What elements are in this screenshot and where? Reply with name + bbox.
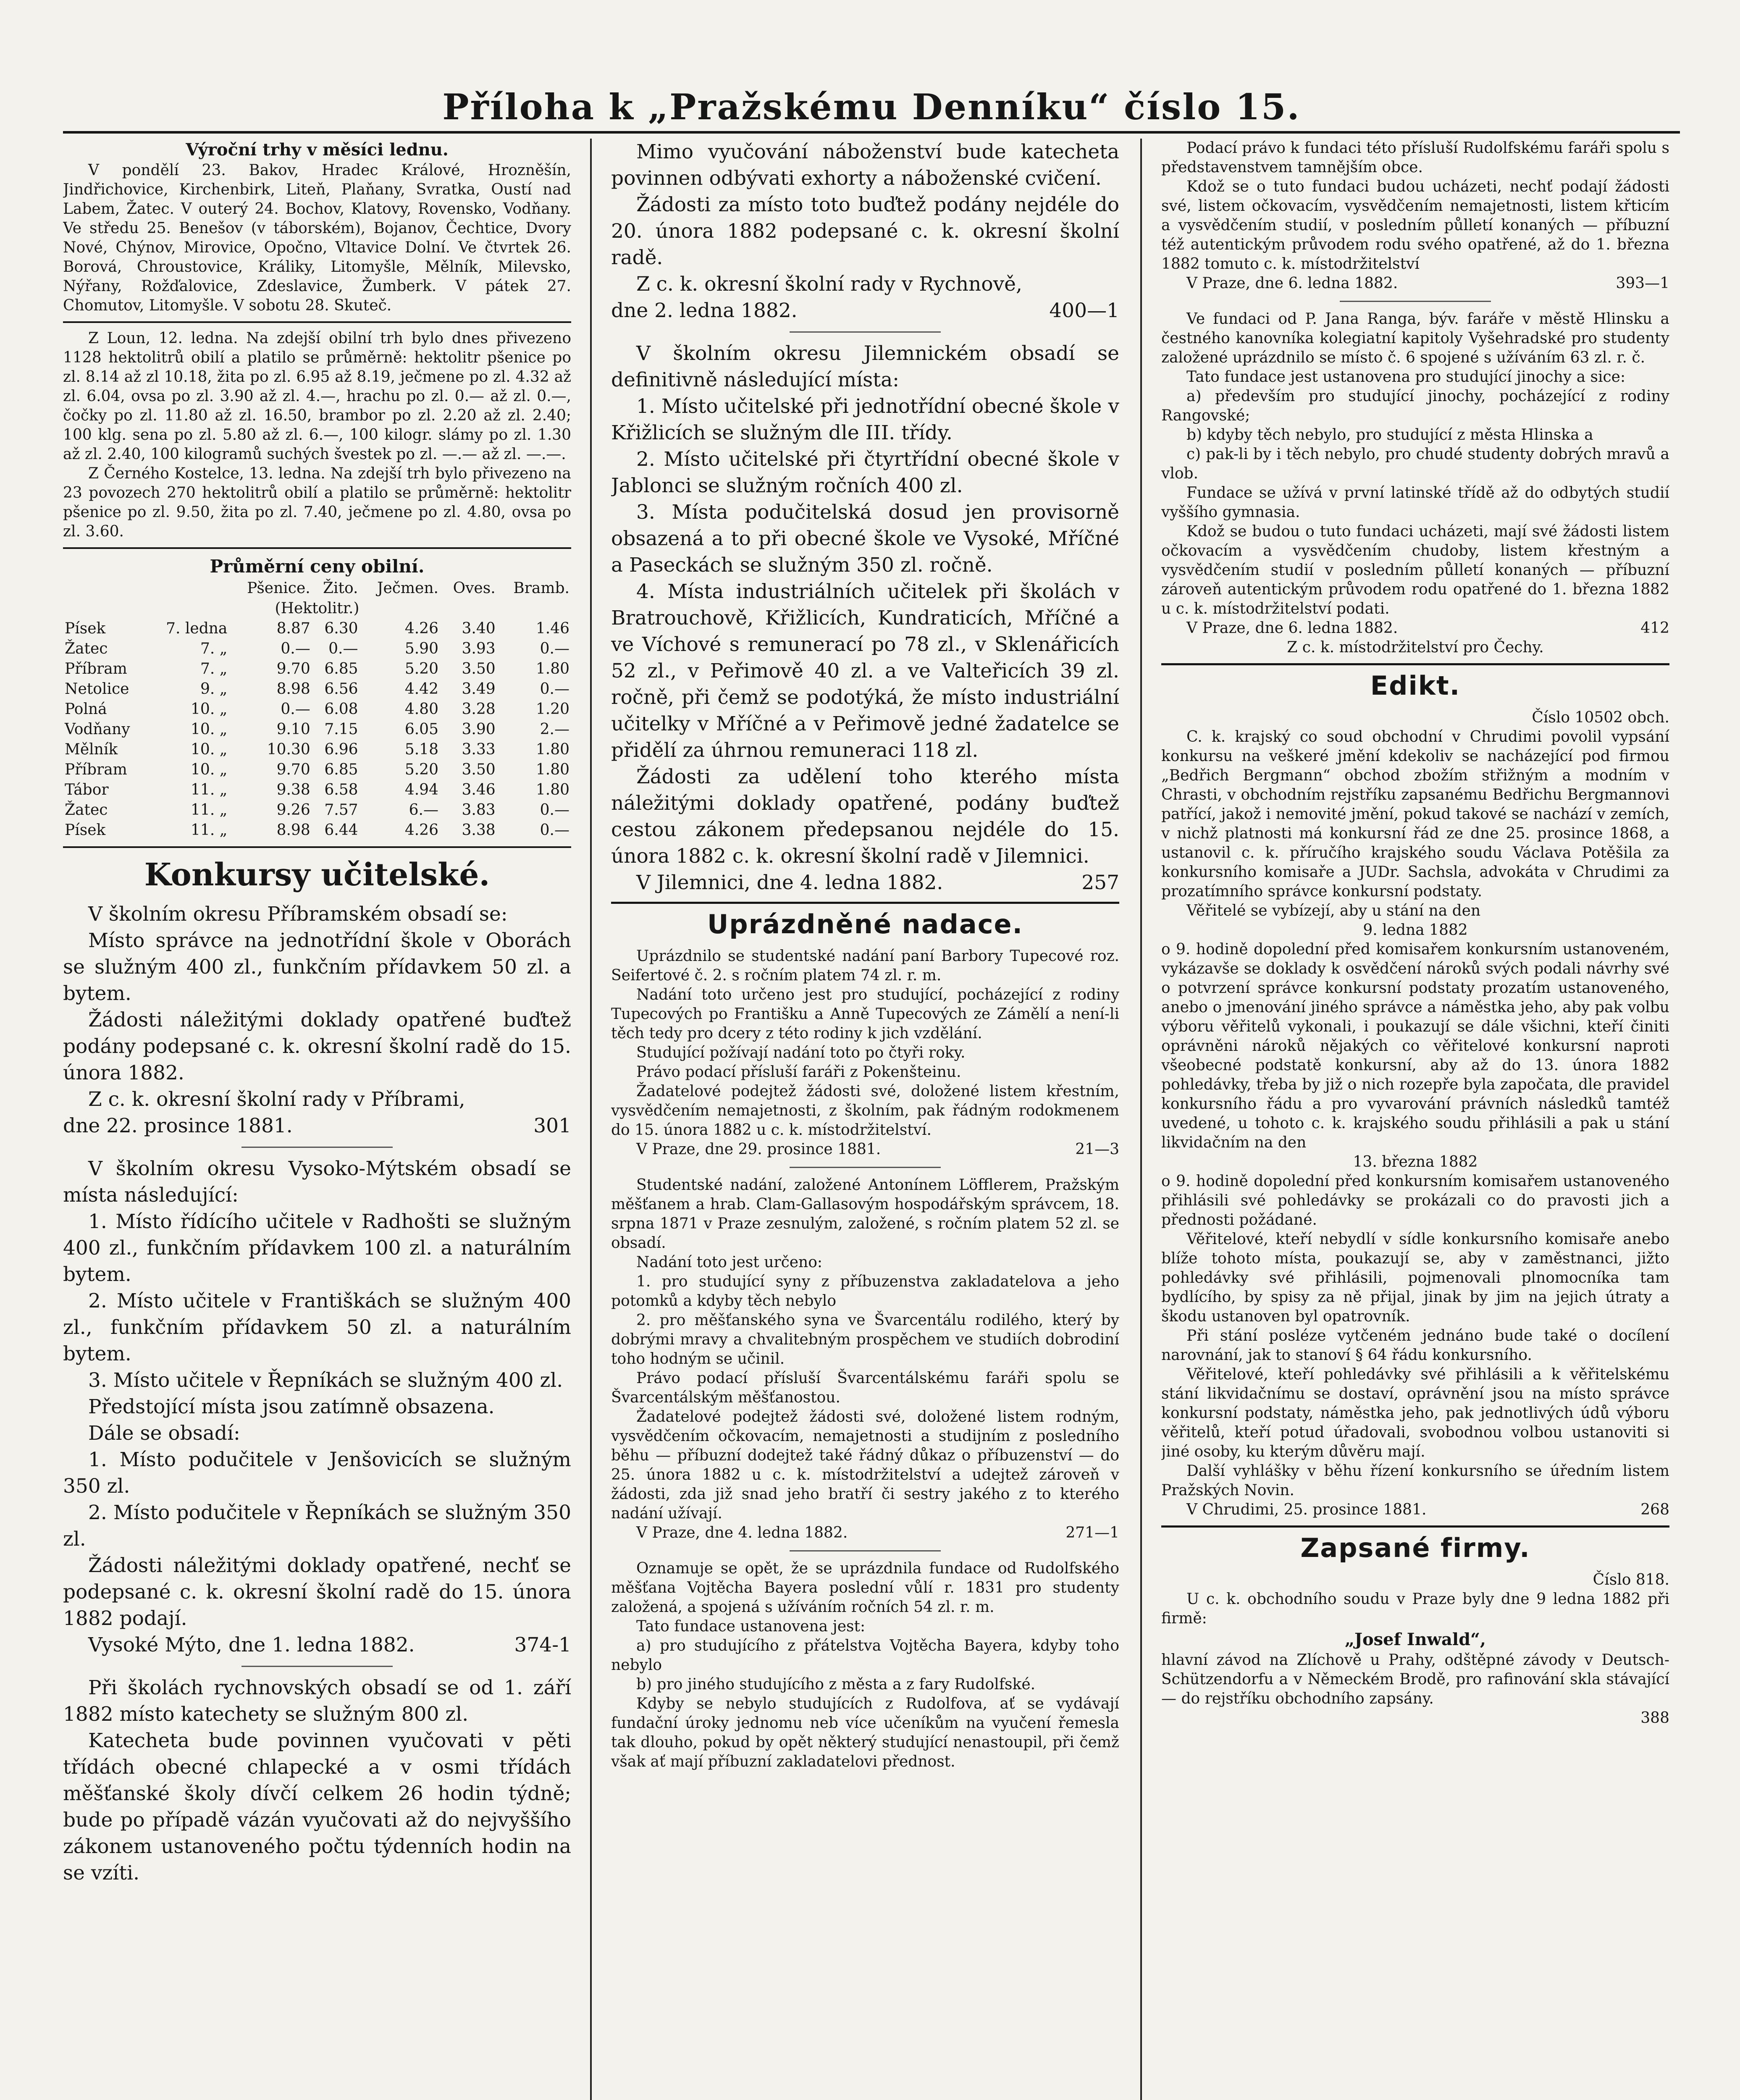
prices-cell: 3.49 xyxy=(462,680,496,698)
separator xyxy=(790,1550,941,1551)
prices-cell: 0.— xyxy=(540,822,570,839)
prices-cell: 10. „ xyxy=(191,761,228,778)
prices-cell: 9.70 xyxy=(276,660,310,677)
firmy-paragraph: hlavní závod na Zlíchově u Prahy, odštěpné závody v Deutsch-Schützendorfu a v Německém Brodě, pro rafinování skla stávající — do rejstříku obchodního zapsány. xyxy=(1161,1651,1669,1707)
prices-row xyxy=(63,659,571,679)
edikt-paragraph: C. k. krajský co soud obchodní v Chrudimi povolil vypsání konkursu na veškeré jmění kdekoliv se nacházející pod firmou „Bedřich Bergmann“ obchod zbožím střižným a modním v Chrasti, v obchodním rejstříku zapsanému Bedřichu Bergmannovi patřící, jakož i nemovité jmění, pokud takové se nachází v zemích, v nichž platnosti má konkursní řád ze dne 25. prosince 1868, a ustanovil c. k. příručího krajského soudu Václava Potěšila za konkursního komisaře a JUDr. Sachsla, advokáta v Chrudimi za prozatímního správce konkursní podstaty. xyxy=(1161,728,1669,900)
nadace-paragraph: Oznamuje se opět, že se uprázdnila fundace od Rudolfského měšťana Vojtěcha Bayera poslední vůlí r. 1831 pro studenty založená, a spojená s užíváním ročních 54 zl. r. m. xyxy=(611,1560,1119,1616)
prices-cell: 8.98 xyxy=(276,822,310,839)
nadace-paragraph: Kdyby se nebylo studujících z Rudolfova, ať se vydávají fundační úroky jednomu neb více učeníkům na vyučení řemesla tak dlouho, pokud by opět některý studující nenastoupil, při čemž však ať mají příbuzní zakladatelovi přednost. xyxy=(611,1695,1119,1770)
article-paragraph: Žádosti za místo toto buďtež podány nejdéle do 20. února 1882 podepsané c. k. okresní školní radě. xyxy=(611,193,1119,269)
prices-cell: 6.85 xyxy=(324,761,358,778)
prices-row xyxy=(63,679,571,699)
masthead: Příloha k „Pražskému Denníku“ číslo 15. xyxy=(442,86,1301,128)
edikt-title-text: Edikt. xyxy=(1370,670,1461,701)
konkurs-paragraph: Dále se obsadí: xyxy=(88,1422,240,1445)
prices-row xyxy=(63,639,571,659)
nadace-date: V Praze, dne 29. prosince 1881. xyxy=(636,1141,881,1158)
header-cell: Bramb. xyxy=(513,580,570,597)
prices-cell: 0.— xyxy=(281,640,310,657)
louny-report: Z Loun, 12. ledna. Na zdejší obilní trh bylo dnes přivezeno 1128 hektolitrů obilí a platilo se průměrně: hektolitr pšenice po zl. 8.14 až zl 10.18, žita po zl. 6.95 až 8.19, ječmene po zl. 4.32 až zl. 6.04, ovsa po zl. 3.90 až zl. 4.—, hrachu po zl. 0.— až zl. 0.—, čočky po zl. 11.80 až zl. 16.50, brambor po zl. 2.20 až zl. 2.40; 100 klg. sena po zl. 5.80 až zl. 6.—, 100 kilogr. slámy po zl. 1.30 až zl. 2.40, 100 kilogramů suchých švestek po zl. —.— až zl. —.—. xyxy=(63,330,571,463)
firm-name: „Josef Inwald“, xyxy=(1345,1630,1486,1649)
edikt-date-line: 13. března 1882 xyxy=(1353,1153,1478,1171)
prices-row xyxy=(63,619,571,639)
prices-cell: 4.94 xyxy=(404,781,438,798)
prices-cell: 6.30 xyxy=(324,620,358,637)
nadace-paragraph: Právo podací přísluší faráři z Pokenšteinu. xyxy=(636,1063,961,1081)
article-paragraph: V školním okresu Jilemnickém obsadí se definitivně následující místa: xyxy=(611,342,1119,391)
konkurs-number: 301 xyxy=(533,1114,571,1137)
konkurs-paragraph: Žádosti náležitými doklady opatřené buďtež podány podepsané c. k. okresní školní radě do 15. února 1882. xyxy=(63,1008,571,1084)
header-cell: Pšenice. xyxy=(247,580,310,597)
article-paragraph: 1. Místo učitelské při jednotřídní obecné škole v Křižlicích se služným dle III. třídy. xyxy=(611,395,1119,444)
edikt-date: V Chrudimi, 25. prosince 1881. xyxy=(1186,1501,1427,1518)
column-3 xyxy=(1161,139,1669,2100)
prices-cell: 3.93 xyxy=(462,640,496,657)
header-cell: Oves. xyxy=(453,580,496,597)
fundace-date: V Praze, dne 6. ledna 1882. xyxy=(1186,275,1398,292)
section-rule xyxy=(63,547,571,549)
prices-cell: 3.40 xyxy=(462,620,496,637)
konkurs-paragraph: Předstojící místa jsou zatímně obsazena. xyxy=(88,1395,495,1418)
prices-cell: 0.— xyxy=(281,701,310,718)
prices-cell: 5.90 xyxy=(404,640,438,657)
prices-cell: 5.20 xyxy=(404,761,438,778)
konkurs-paragraph: Žádosti náležitými doklady opatřené, nechť se podepsané c. k. okresní školní radě do 15. února 1882 podají. xyxy=(63,1554,571,1630)
prices-cell: 10.30 xyxy=(267,741,310,758)
konkurs-paragraph: V školním okresu Vysoko-Mýtském obsadí se místa následující: xyxy=(63,1157,571,1207)
prices-cell: Příbram xyxy=(65,660,127,677)
prices-cell: 9.10 xyxy=(276,721,310,738)
konkurs-paragraph: 2. Místo učitele v Františkách se služným 400 zl., funkčním přídavkem 50 zl. a naturálním bytem. xyxy=(63,1289,571,1365)
prices-row xyxy=(63,820,571,840)
konkurs-paragraph: Katecheta bude povinnen vyučovati v pěti třídách obecné chlapecké a v osmi třídách měšťanské školy dívčí celkem 26 hodin týdně; bude po případě vázán vyučovati až do nejvyššího zákonem ustanoveného počtu týdenních hodin na se vzíti. xyxy=(63,1729,571,1885)
prices-cell: 11. „ xyxy=(191,781,228,798)
nadace-paragraph: Nadání toto určeno jest pro studující, pocházející z rodiny Tupecových po Františku a Anně Tupecových ze Zámělí a není-li těch tedy pro dcery z této rodiny k jich vzdělání. xyxy=(611,986,1119,1042)
fundace-paragraph: c) pak-li by i těch nebylo, pro chudé studenty dobrých mravů a vlob. xyxy=(1161,446,1669,482)
column-divider-1 xyxy=(590,139,592,2100)
nadace-number: 271—1 xyxy=(1066,1524,1119,1541)
article-date: dne 2. ledna 1882. xyxy=(611,299,798,322)
nadace-paragraph: Uprázdnilo se studentské nadání paní Barbory Tupecové roz. Seifertové č. 2. s ročním platem 74 zl. r. m. xyxy=(611,948,1119,984)
firmy-paragraph: U c. k. obchodního soudu v Praze byly dne 9 ledna 1882 při firmě: xyxy=(1161,1591,1669,1627)
prices-cell: 6.56 xyxy=(324,680,358,698)
fundace-number: 412 xyxy=(1640,620,1669,637)
konkurs-paragraph: V školním okresu Příbramském obsadí se: xyxy=(88,903,508,926)
prices-cell: 1.80 xyxy=(535,741,570,758)
prices-cell: 7. „ xyxy=(200,660,228,677)
prices-row xyxy=(63,760,571,780)
edikt-paragraph: o 9. hodině dopolední před konkursním komisařem ustanoveného přihlásili své pohledávky se prokázali co do pravosti jich a přednosti požádané. xyxy=(1161,1173,1669,1228)
konkurs-date: dne 22. prosince 1881. xyxy=(63,1114,293,1137)
header-cell xyxy=(63,578,148,598)
fundace-date: V Praze, dne 6. ledna 1882. xyxy=(1186,620,1398,637)
prices-cell: Tábor xyxy=(65,781,109,798)
konkurs-signature xyxy=(63,1632,571,1658)
prices-cell: 0.— xyxy=(540,640,570,657)
konkurs-paragraph: 1. Místo podučitele v Jenšovicích se služným 350 zl. xyxy=(63,1448,571,1498)
edikt-paragraph: Věřitelové, kteří pohledávky své přihlásili a k věřitelskému stání likvidačnímu se dostaví, oprávnění jsou na místo správce konkursní podstaty, náměstka jeho, pak jednotlivých údů výboru věřitelů, kteří potud úřadovali, svobodnou volbou ustanoviti si jiné osoby, ku kterým důvěru mají. xyxy=(1161,1366,1669,1460)
prices-header-row xyxy=(63,578,571,598)
prices-cell: 3.38 xyxy=(462,822,496,839)
edikt-title xyxy=(1161,663,1669,704)
fundace-paragraph: Podací právo k fundaci této přísluší Rudolfskému faráři spolu s představenstvem tamnějším obce. xyxy=(1161,139,1669,176)
separator xyxy=(790,1167,941,1168)
prices-cell: 7.57 xyxy=(324,801,358,819)
column-divider-2 xyxy=(1140,139,1142,2100)
prices-cell: 8.98 xyxy=(276,680,310,698)
prices-row xyxy=(63,740,571,760)
masthead-rule xyxy=(63,131,1680,134)
prices-cell: 1.80 xyxy=(535,761,570,778)
prices-cell: 6.05 xyxy=(404,721,438,738)
prices-cell: 10. „ xyxy=(191,701,228,718)
nadace-date: V Praze, dne 4. ledna 1882. xyxy=(636,1524,848,1541)
prices-cell: 6.85 xyxy=(324,660,358,677)
prices-cell: 3.83 xyxy=(462,801,496,819)
konkurs-paragraph: 1. Místo řídícího učitele v Radhošti se služným 400 zl., funkčním přídavkem 100 zl. a naturálním bytem. xyxy=(63,1210,571,1286)
edikt-signature xyxy=(1161,1500,1669,1520)
fundace-paragraph: b) kdyby těch nebylo, pro studující z města Hlinska a xyxy=(1186,426,1593,444)
prices-cell: Mělník xyxy=(65,741,118,758)
prices-cell: 7. ledna xyxy=(166,620,228,637)
nadace-paragraph: Žadatelové podejtež žádosti své, doložené listem rodným, vysvědčením očkovacím, nemajetnosti a studijním z posledního běhu — příbuzní dodejtež také řádný důkaz o příbuzenství — do 25. února 1882 u c. k. místodržitelství a udejtež zároveň v žádosti, zda již snad jeho bratří či sestry jakého z to kterého nadání užívají. xyxy=(611,1408,1119,1522)
edikt-paragraph: Další vyhlášky v běhu řízení konkursního se úředním listem Pražských Novin. xyxy=(1161,1462,1669,1499)
article-paragraph: 4. Místa industriálních učitelek při školách v Bratrouchově, Křižlicích, Kundraticích, Mříčné a ve Víchové s remunerací po 78 zl., v Sklenářicích 52 zl., v Peřimově 40 zl. a ve Valteřicích 39 zl. ročně, při čemž se podotýká, že místo industriální učitelky v Mříčné a v Peřimově jedné žadatelce se přidělí za úhrnou remuneraci 118 zl. xyxy=(611,580,1119,762)
prices-cell: 3.33 xyxy=(462,741,496,758)
prices-cell: 2.— xyxy=(540,721,570,738)
column-1 xyxy=(63,139,571,2100)
article-paragraph: Žádosti za udělení toho kterého místa náležitými doklady opatřené, podány buďtež cestou zákonem předepsanou nejdéle do 15. února 1882 c. k. okresní školní radě v Jilemnici. xyxy=(611,765,1119,868)
prices-cell: 10. „ xyxy=(191,741,228,758)
prices-cell: 9.26 xyxy=(276,801,310,819)
header-cell: Žito. xyxy=(323,580,358,597)
prices-cell: 6.44 xyxy=(324,822,358,839)
kostelec-report: Z Černého Kostelce, 13. ledna. Na zdejší trh bylo přivezeno na 23 povozech 270 hektolitrů obilí a platilo se průměrně: hektolitr pšenice po zl. 9.50, žita po zl. 7.40, ječmene po zl. 4.80, ovsa po zl. 3.60. xyxy=(63,465,571,540)
fundace-paragraph: Fundace se užívá v první latinské třídě až do odbytých studií vyššího gymnasia. xyxy=(1161,484,1669,521)
newspaper-page xyxy=(63,84,1680,2100)
header-cell xyxy=(148,578,229,598)
nadace-paragraph: 1. pro studující syny z příbuzenstva zakladatelova a jeho potomků a kdyby těch nebylo xyxy=(611,1273,1119,1310)
nadace-paragraph: Žadatelové podejtež žádosti své, doložené listem křestním, vysvědčením nemajetnosti, z školním, pak řádným rodokmenem do 15. února 1882 u c. k. místodržitelství. xyxy=(611,1083,1119,1139)
article-date: V Jilemnici, dne 4. ledna 1882. xyxy=(636,871,943,894)
column-2 xyxy=(611,139,1119,2100)
prices-cell: 11. „ xyxy=(191,822,228,839)
prices-row xyxy=(63,800,571,820)
prices-cell: 3.50 xyxy=(462,660,496,677)
prices-cell: 0.— xyxy=(540,801,570,819)
separator xyxy=(790,331,941,333)
edikt-paragraph: o 9. hodině dopolední před komisařem konkursním ustanoveném, vykázavše se doklady k osvědčení nároků svých podali návrhy své o potvrzení správce konkursní podstaty prozatím ustanoveného, anebo o jmenování jiného správce a náměstka jeho, aby pak volbu výboru věřitelů vykonali, i poukazují se dále všichni, kteří činiti oprávněni nároků nějakých co věřitelové konkursní naproti všeobecné podstatě konkursní, aby až do 13. února 1882 pohledávky, třeba by již o nich rozepře byla započata, dle pravidel konkursního řádu a pro vyvarování právních následků tamtéž uvedené, u tohoto c. k. krajského soudu přihlásili a pak u stání likvidačním na den xyxy=(1161,941,1669,1151)
nadace-paragraph: a) pro studujícího z přátelstva Vojtěcha Bayera, kdyby toho nebylo xyxy=(611,1637,1119,1674)
prices-cell: Písek xyxy=(65,620,106,637)
separator xyxy=(241,1666,393,1667)
prices-cell: 5.20 xyxy=(404,660,438,677)
prices-unit-row xyxy=(63,598,571,619)
edikt-number: Číslo 10502 obch. xyxy=(1532,709,1669,726)
prices-cell: 6.— xyxy=(409,801,438,819)
prices-title: Průměrní ceny obilní. xyxy=(210,556,425,577)
prices-cell: 0.— xyxy=(328,640,358,657)
prices-cell: 5.18 xyxy=(404,741,438,758)
section-rule xyxy=(63,846,571,848)
fundace-paragraph: Ve fundaci od P. Jana Ranga, býv. faráře v městě Hlinsku a čestného kanovníka kolegiatní kapitoly Vyšehradské pro studenty založené uprázdnilo se místo č. 6 spojené s užíváním 63 zl. r. č. xyxy=(1161,310,1669,366)
fundace-paragraph: a) především pro studující jinochy, pocházející z rodiny Rangovské; xyxy=(1161,388,1669,424)
separator xyxy=(1340,301,1491,302)
nadace-signature xyxy=(611,1523,1119,1543)
prices-cell: 3.90 xyxy=(462,721,496,738)
fundace-signature xyxy=(1161,274,1669,293)
prices-cell: 3.46 xyxy=(462,781,496,798)
prices-cell: Žatec xyxy=(65,801,108,819)
fundace-paragraph: Kdož se budou o tuto fundaci ucházeti, mají své žádosti listem očkovacím a vysvědčením chudoby, listem křestným a vysvědčením studií v posledním půlletí konaných — příbuzní zároveň autentickým průvodem rodu opatřené do 1. března 1882 u c. k. místodržitelství podati. xyxy=(1161,523,1669,617)
article-signature xyxy=(611,297,1119,324)
prices-cell: 6.58 xyxy=(324,781,358,798)
section-rule xyxy=(63,321,571,323)
prices-cell: 7.15 xyxy=(324,721,358,738)
nadace-title: Uprázdněné nadace. xyxy=(611,902,1119,942)
konkurs-number: 374-1 xyxy=(514,1633,571,1656)
firmy-number: Číslo 818. xyxy=(1593,1571,1669,1588)
fundace-paragraph: Tato fundace jest ustanovena pro studující jinochy a sice: xyxy=(1186,368,1626,386)
prices-body xyxy=(63,619,571,840)
prices-cell: 9.70 xyxy=(276,761,310,778)
prices-cell: 4.26 xyxy=(404,620,438,637)
prices-cell: 1.46 xyxy=(535,620,570,637)
firmy-ref-number: 388 xyxy=(1640,1709,1669,1727)
edikt-number-ref: 268 xyxy=(1640,1501,1669,1518)
nadace-paragraph: Studující požívají nadání toto po čtyři roky. xyxy=(636,1044,966,1061)
prices-cell: 3.50 xyxy=(462,761,496,778)
prices-cell: 8.87 xyxy=(276,620,310,637)
markets-text: V pondělí 23. Bakov, Hradec Králové, Hrozněšín, Jindřichovice, Kirchenbirk, Liteň, Plaňany, Svratka, Oustí nad Labem, Žatec. V outerý 24. Bochov, Klatovy, Rovensko, Vodňany. Ve středu 25. Benešov (v táborském), Bojanov, Čechtice, Dvory Nové, Chýnov, Mirovice, Opočno, Vltavice Dolní. Ve čtvrtek 26. Borová, Chroustovice, Králiky, Litomyšle, Mělník, Milevsko, Nýřany, Rožďalovice, Zdeslavice, Žumberk. V pátek 27. Chomutov, Litomyšle. V sobotu 28. Skuteč. xyxy=(63,162,571,314)
prices-cell: Polná xyxy=(65,701,107,718)
nadace-paragraph: Nadání toto jest určeno: xyxy=(636,1254,823,1271)
nadace-paragraph: Tato fundace ustanovena jest: xyxy=(636,1618,866,1635)
prices-cell: 1.20 xyxy=(535,701,570,718)
prices-cell: 9. „ xyxy=(200,680,228,698)
nadace-signature xyxy=(611,1140,1119,1159)
firmy-title: Zapsané firmy. xyxy=(1161,1525,1669,1566)
prices-cell: 4.26 xyxy=(404,822,438,839)
fundace-paragraph: Kdož se o tuto fundaci budou ucházeti, nechť podají žádosti své, listem očkovacím, vysvědčením nemajetnosti, listem křticím a vysvědčením studií, v posledním půlletí konaných — příbuzní též autentickým průvodem rodu svého opatřené, až do 1. března 1882 tomuto c. k. místodržitelství xyxy=(1161,178,1669,273)
prices-cell: 1.80 xyxy=(535,781,570,798)
article-number: 400—1 xyxy=(1049,299,1119,322)
konkurs-date: Vysoké Mýto, dne 1. ledna 1882. xyxy=(88,1633,415,1656)
prices-cell: 7. „ xyxy=(200,640,228,657)
prices-cell: 10. „ xyxy=(191,721,228,738)
konkurs-paragraph: Z c. k. okresní školní rady v Příbrami, xyxy=(88,1088,465,1111)
konkurs-paragraph: Při školách rychnovských obsadí se od 1. září 1882 místo katechety se služným 800 zl. xyxy=(63,1676,571,1726)
prices-cell: 6.08 xyxy=(324,701,358,718)
konkurs-paragraph: Místo správce na jednotřídní škole v Oborách se služným 400 zl., funkčním přídavkem 50 zl. a bytem. xyxy=(63,929,571,1005)
konkursy-title: Konkursy učitelské. xyxy=(144,857,490,893)
unit-cell: (Hektolitr.) xyxy=(275,600,360,617)
prices-cell: Netolice xyxy=(65,680,129,698)
fundace-authority: Z c. k. místodržitelství pro Čechy. xyxy=(1287,639,1544,656)
article-paragraph: Mimo vyučování náboženství bude katecheta povinnen odbývati exhorty a náboženské cvičení. xyxy=(611,140,1119,190)
edikt-paragraph: Věřitelové, kteří nebydlí v sídle konkursního komisaře anebo blíže tohoto místa, poukazují se, aby v zaměstnanci, jižto pohledávky své přihlásili, pojmenovali plnomocníka tam bydlícího, by spisy za ně přijal, jinak by jim na jejich útraty a škodu ustanoven byl opatrovník. xyxy=(1161,1231,1669,1325)
prices-cell: Písek xyxy=(65,822,106,839)
header-cell: Ječmen. xyxy=(377,580,438,597)
separator xyxy=(241,1147,393,1148)
article-paragraph: 2. Místo učitelské při čtyrtřídní obecné škole v Jablonci se služným ročních 400 zl. xyxy=(611,448,1119,497)
konkurs-signature xyxy=(63,1113,571,1139)
edikt-paragraph: Věřitelé se vybízejí, aby u stání na den xyxy=(1186,902,1481,919)
prices-cell: Žatec xyxy=(65,640,108,657)
konkurs-paragraph: 2. Místo podučitele v Řepníkách se služným 350 zl. xyxy=(63,1501,571,1551)
fundace-signature xyxy=(1161,619,1669,638)
fundace-number: 393—1 xyxy=(1616,275,1669,292)
nadace-paragraph: Studentské nadání, založené Antonínem Löfflerem, Pražským měšťanem a hrab. Clam-Gallasovým hospodářským správcem, 18. srpna 1871 v Praze zesnulým, založené, s ročním platem 52 zl. se obsadí. xyxy=(611,1176,1119,1252)
article-paragraph: 3. Místa podučitelská dosud jen provisorně obsazená a to při obecné škole ve Vysoké, Mříčné a Paseckách se služným 350 zl. ročně. xyxy=(611,501,1119,577)
nadace-paragraph: b) pro jiného studujícího z města a z fary Rudolfské. xyxy=(636,1676,1036,1693)
prices-cell: 11. „ xyxy=(191,801,228,819)
prices-cell: 9.38 xyxy=(276,781,310,798)
nadace-number: 21—3 xyxy=(1075,1141,1119,1158)
prices-cell: Příbram xyxy=(65,761,127,778)
article-signature xyxy=(611,869,1119,896)
prices-cell: 0.— xyxy=(540,680,570,698)
prices-cell: 4.80 xyxy=(404,701,438,718)
markets-title: Výroční trhy v měsíci lednu. xyxy=(186,140,449,160)
nadace-paragraph: 2. pro měšťanského syna ve Švarcentálu rodilého, který by dobrými mravy a chvalitebným prospěchem ve studiích dobrodiní toho hodným se učinil. xyxy=(611,1312,1119,1368)
nadace-paragraph: Právo podací přísluší Švarcentálskému faráři spolu se Švarcentálským měšťanostou. xyxy=(611,1370,1119,1406)
article-paragraph: Z c. k. okresní školní rady v Rychnově, xyxy=(636,273,1022,296)
article-number: 257 xyxy=(1081,871,1119,894)
prices-row xyxy=(63,780,571,800)
prices-table xyxy=(63,578,571,840)
prices-cell: 3.28 xyxy=(462,701,496,718)
konkurs-paragraph: 3. Místo učitele v Řepníkách se služným 400 zl. xyxy=(88,1369,563,1392)
prices-row xyxy=(63,719,571,740)
prices-cell: 4.42 xyxy=(404,680,438,698)
prices-row xyxy=(63,699,571,719)
edikt-paragraph: Při stání posléze vytčeném jednáno bude také o docílení narovnání, jak to stanoví § 64 řádu konkursního. xyxy=(1161,1327,1669,1364)
edikt-date-line: 9. ledna 1882 xyxy=(1363,921,1468,939)
prices-cell: 6.96 xyxy=(324,741,358,758)
prices-cell: Vodňany xyxy=(65,721,130,738)
prices-cell: 1.80 xyxy=(535,660,570,677)
